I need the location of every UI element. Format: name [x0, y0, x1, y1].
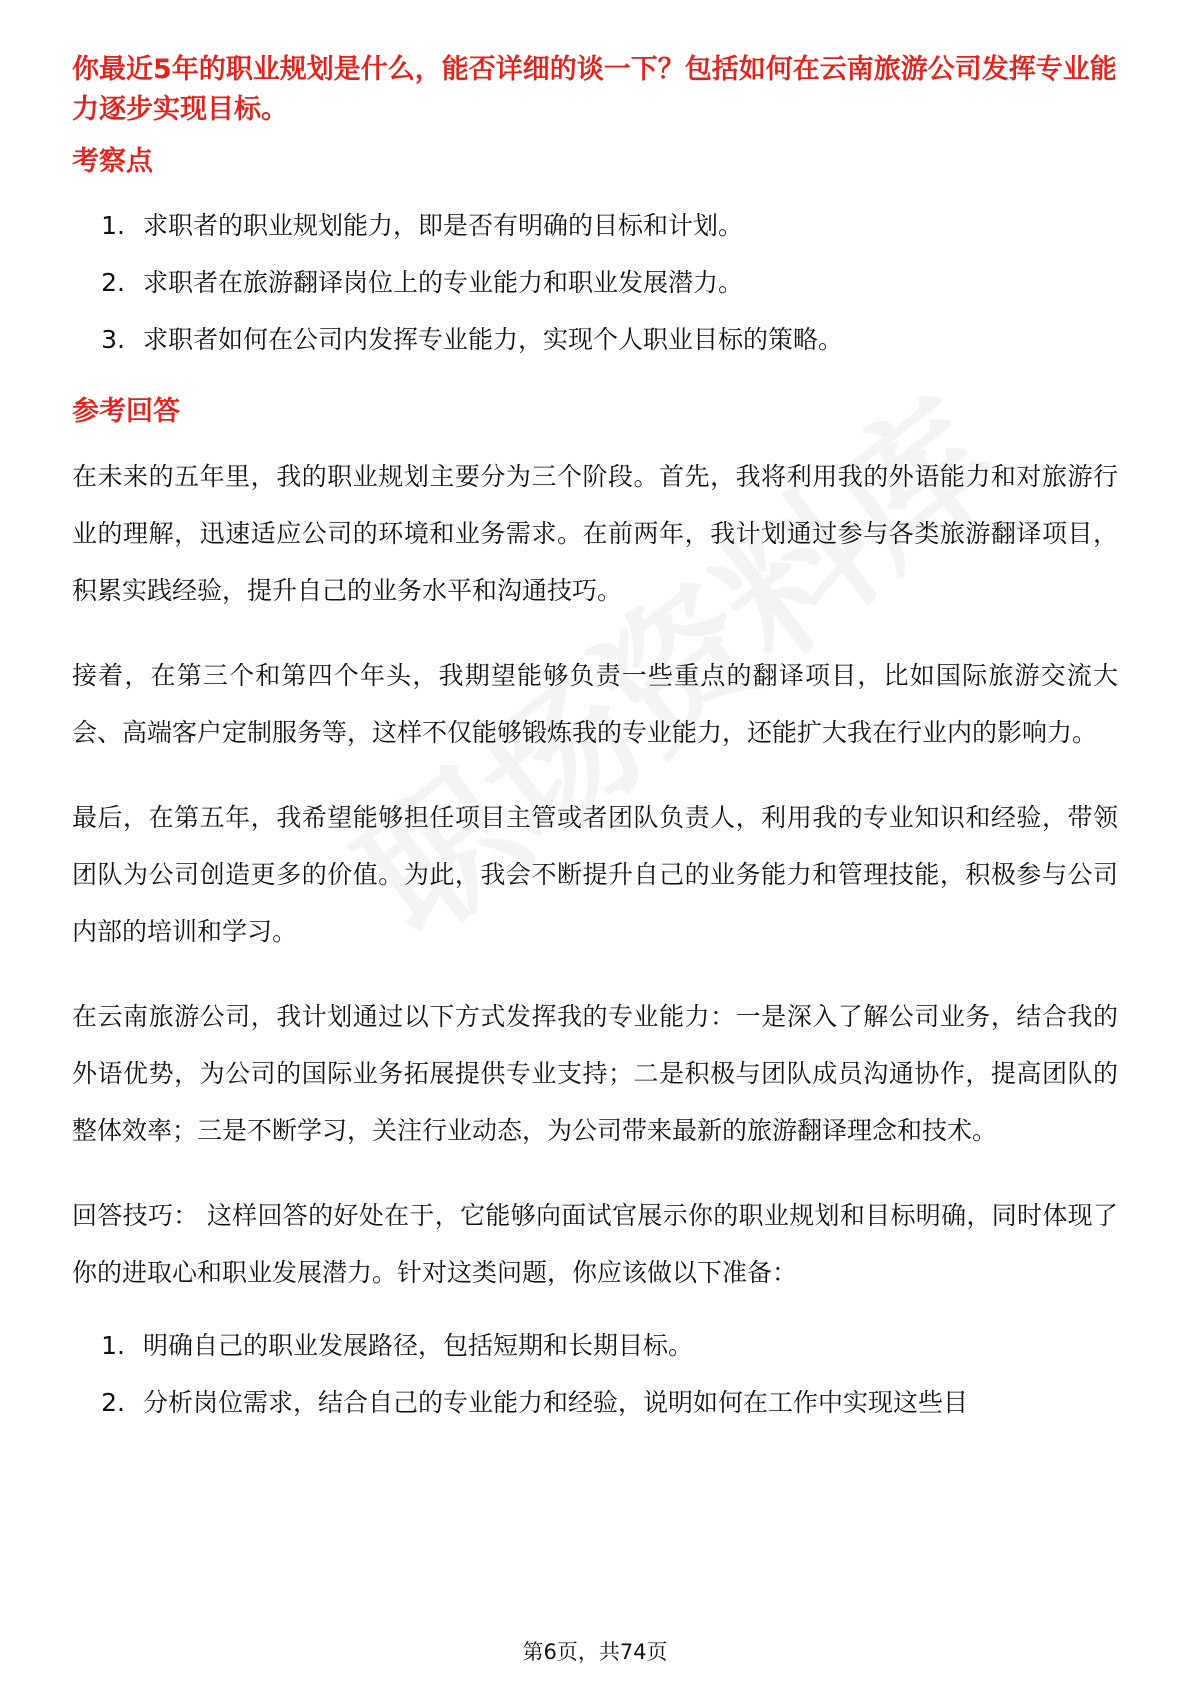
page-footer: 第6页，共74页 — [522, 1640, 668, 1664]
answer-paragraph: 接着，在第三个和第四个年头，我期望能够负责一些重点的翻译项目，比如国际旅游交流大会、高端客户定制服务等，这样不仅能够锻炼我的专业能力，还能扩大我在行业内的影响力。 — [72, 661, 1118, 747]
list-item — [72, 1317, 1118, 1374]
list-item-number: 1. — [101, 211, 125, 240]
answer-paragraph: 在云南旅游公司，我计划通过以下方式发挥我的专业能力：一是深入了解公司业务，结合我的外语优势，为公司的国际业务拓展提供专业支持；二是积极与团队成员沟通协作，提高团队的整体效率；三是不断学习，关注行业动态，为公司带来最新的旅游翻译理念和技术。 — [72, 1002, 1118, 1145]
list-item-number: 3. — [101, 325, 125, 354]
list-item-number: 2. — [101, 268, 125, 297]
list-item — [72, 311, 1118, 368]
list-item-number: 2. — [101, 1388, 125, 1417]
list-item — [72, 197, 1118, 254]
list-item-text: 求职者的职业规划能力，即是否有明确的目标和计划。 — [143, 211, 744, 240]
section-title-cankaohuida: 参考回答 — [72, 396, 180, 427]
section-title-kaochadian: 考察点 — [72, 146, 153, 177]
tips-list — [72, 1317, 1118, 1431]
list-item-text: 分析岗位需求，结合自己的专业能力和经验，说明如何在工作中实现这些目 — [143, 1388, 969, 1417]
list-item-text: 求职者在旅游翻译岗位上的专业能力和职业发展潜力。 — [143, 268, 744, 297]
list-item — [72, 1374, 1118, 1431]
document-page — [72, 50, 1118, 1431]
answer-tips-paragraph: 回答技巧： 这样回答的好处在于，它能够向面试官展示你的职业规划和目标明确，同时体现了你的进取心和职业发展潜力。针对这类问题，你应该做以下准备： — [72, 1201, 1118, 1287]
list-item-text: 明确自己的职业发展路径，包括短期和长期目标。 — [143, 1331, 694, 1360]
answer-paragraph: 在未来的五年里，我的职业规划主要分为三个阶段。首先，我将利用我的外语能力和对旅游行业的理解，迅速适应公司的环境和业务需求。在前两年，我计划通过参与各类旅游翻译项目，积累实践经验，提升自己的业务水平和沟通技巧。 — [72, 462, 1118, 605]
list-item-number: 1. — [101, 1331, 125, 1360]
list-item-text: 求职者如何在公司内发挥专业能力，实现个人职业目标的策略。 — [143, 325, 844, 354]
question-heading: 你最近5年的职业规划是什么，能否详细的谈一下？包括如何在云南旅游公司发挥专业能力逐步实现目标。 — [72, 54, 1117, 125]
list-item — [72, 254, 1118, 311]
kaochadian-list — [72, 197, 1118, 368]
answer-paragraph: 最后，在第五年，我希望能够担任项目主管或者团队负责人，利用我的专业知识和经验，带领团队为公司创造更多的价值。为此，我会不断提升自己的业务能力和管理技能，积极参与公司内部的培训和学习。 — [72, 803, 1118, 946]
